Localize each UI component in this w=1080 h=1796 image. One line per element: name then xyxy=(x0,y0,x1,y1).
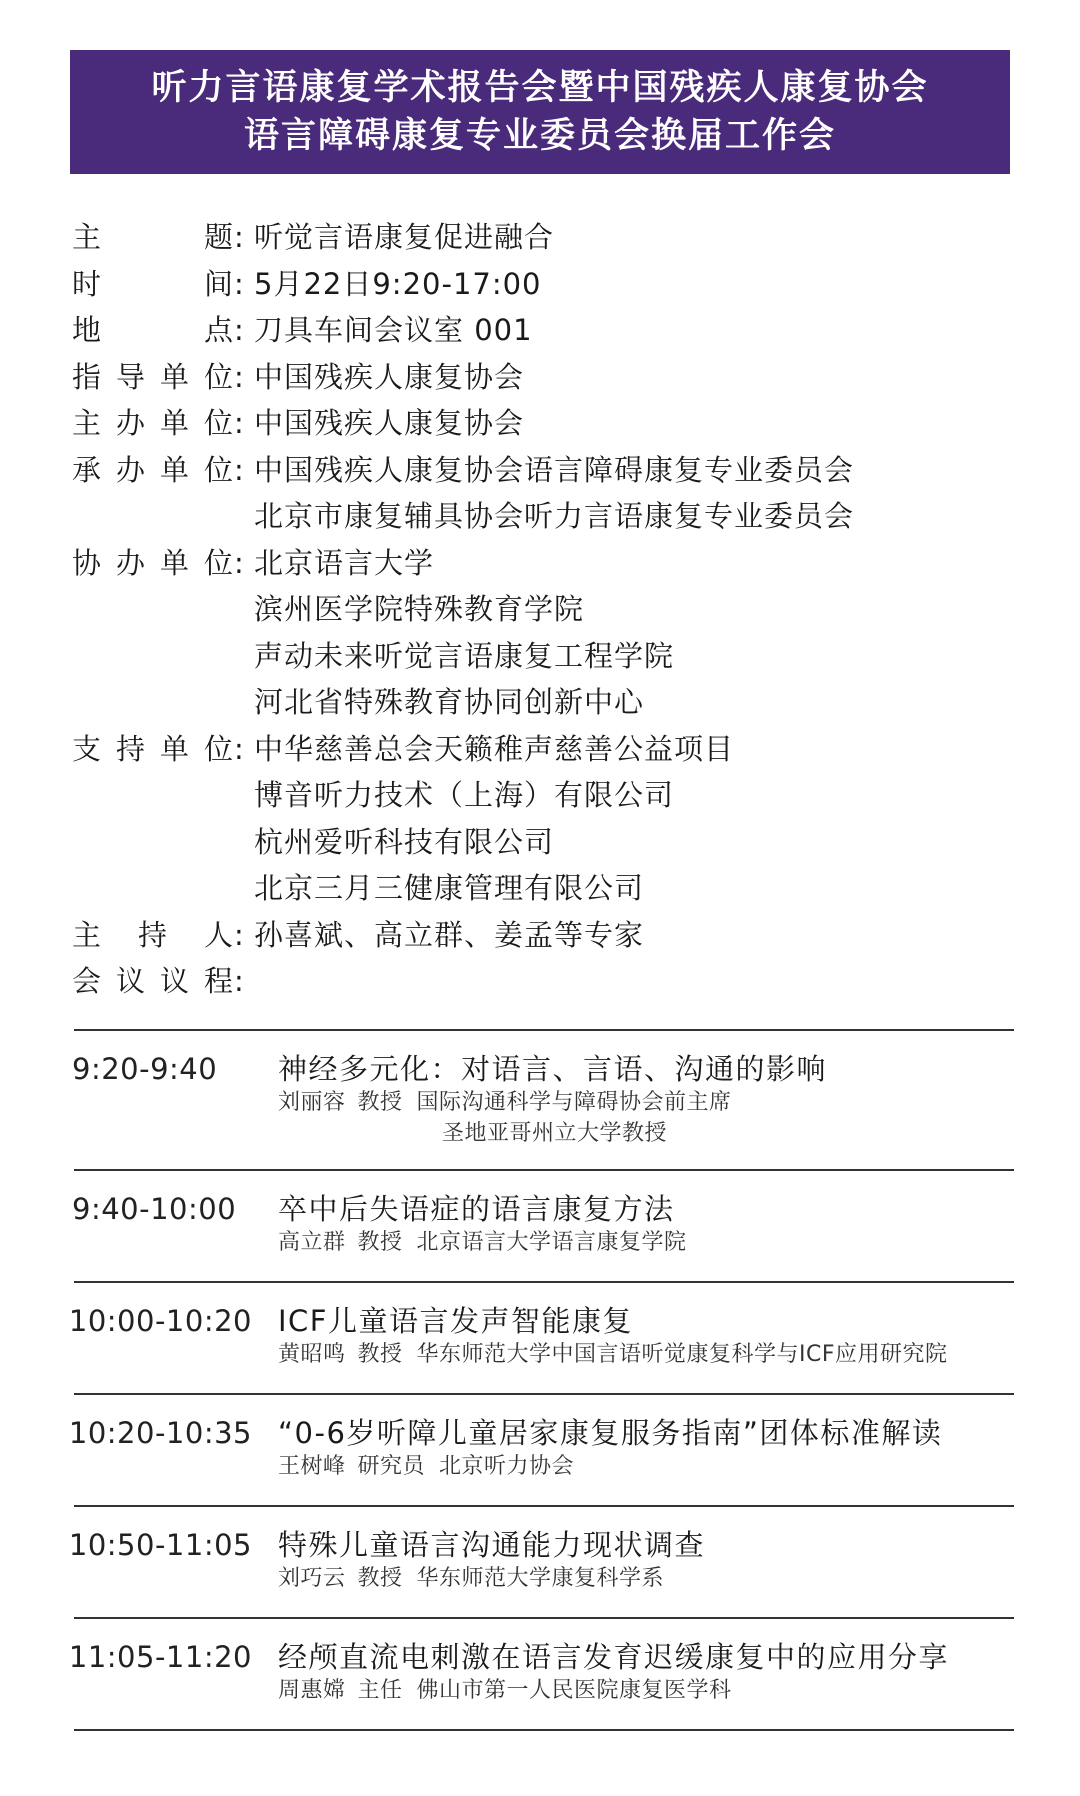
info-label: 主题 xyxy=(72,220,234,254)
agenda-item xyxy=(74,1171,1014,1283)
agenda-speaker-line xyxy=(278,1227,1014,1258)
agenda-time: 10:50-11:05 xyxy=(68,1528,252,1562)
info-value: 刀具车间会议室 001 xyxy=(254,313,533,347)
info-values xyxy=(254,447,1012,540)
info-label: 主持人 xyxy=(72,917,234,952)
speaker-role: 教授 xyxy=(357,1090,403,1115)
info-colon: : xyxy=(234,313,245,347)
info-value: 滨州医学院特殊教育学院 xyxy=(254,592,585,626)
speaker-name: 王树峰 xyxy=(278,1454,346,1479)
agenda-item xyxy=(68,1283,1014,1395)
info-label: 承办单位 xyxy=(72,452,234,487)
info-values xyxy=(254,261,1012,308)
info-values xyxy=(254,540,1012,726)
info-value: 中国残疾人康复协会 xyxy=(254,406,525,440)
speaker-role: 教授 xyxy=(357,1566,403,1591)
info-row xyxy=(72,726,1012,912)
speaker-name: 刘巧云 xyxy=(278,1566,346,1591)
info-row xyxy=(72,912,1012,959)
speaker-affiliation: 圣地亚哥州立大学教授 xyxy=(442,1121,668,1146)
info-value: 北京语言大学 xyxy=(254,545,435,580)
info-value: 中国残疾人康复协会语言障碍康复专业委员会 xyxy=(254,452,855,487)
agenda-body xyxy=(278,1303,1014,1370)
agenda-title: 特殊儿童语言沟通能力现状调查 xyxy=(278,1528,706,1562)
info-value: 中华慈善总会天籁稚声慈善公益项目 xyxy=(254,731,735,766)
title-banner xyxy=(70,50,1010,174)
info-value xyxy=(254,958,1012,1005)
agenda-title: ICF儿童语言发声智能康复 xyxy=(278,1304,633,1338)
info-value: 中国残疾人康复协会 xyxy=(254,359,525,394)
agenda-item xyxy=(74,1031,1014,1171)
info-colon: : xyxy=(234,220,245,254)
agenda-time: 9:20-9:40 xyxy=(72,1052,218,1086)
info-row xyxy=(72,307,1012,354)
info-value: 5月22日9:20-17:00 xyxy=(254,266,542,301)
info-label: 支持单位 xyxy=(72,731,234,766)
info-colon: : xyxy=(234,452,245,487)
info-colon: : xyxy=(234,731,245,766)
info-value: 北京三月三健康管理有限公司 xyxy=(254,871,645,905)
info-colon: : xyxy=(234,266,245,301)
info-colon: : xyxy=(234,406,245,440)
speaker-name: 高立群 xyxy=(278,1230,346,1255)
speaker-affiliation: 华东师范大学中国言语听觉康复科学与ICF应用研究院 xyxy=(416,1342,948,1367)
speaker-role: 教授 xyxy=(357,1230,403,1255)
info-values xyxy=(254,307,1012,354)
info-colon: : xyxy=(234,917,245,952)
agenda-title: 神经多元化：对语言、言语、沟通的影响 xyxy=(278,1052,828,1086)
info-value: 河北省特殊教育协同创新中心 xyxy=(254,685,645,719)
info-values xyxy=(254,912,1012,959)
info-values xyxy=(254,354,1012,401)
info-values xyxy=(254,726,1012,912)
info-label: 协办单位 xyxy=(72,545,234,580)
info-value: 杭州爱听科技有限公司 xyxy=(254,824,555,859)
info-row xyxy=(72,354,1012,401)
speaker-role: 主任 xyxy=(357,1678,403,1703)
agenda-body xyxy=(278,1639,1014,1706)
info-row xyxy=(72,400,1012,447)
info-row xyxy=(72,447,1012,540)
agenda-item xyxy=(68,1395,1014,1507)
info-value: 北京市康复辅具协会听力言语康复专业委员会 xyxy=(254,499,855,533)
agenda-body xyxy=(278,1415,1014,1482)
agenda xyxy=(68,1029,1014,1731)
info-value: 听觉言语康复促进融合 xyxy=(254,220,555,254)
info-values xyxy=(254,958,1012,1005)
speaker-name: 黄昭鸣 xyxy=(278,1342,346,1367)
agenda-item xyxy=(68,1619,1014,1731)
agenda-time: 9:40-10:00 xyxy=(72,1192,237,1226)
info-label: 时间 xyxy=(72,266,234,301)
speaker-name: 周惠嫦 xyxy=(278,1678,346,1703)
speaker-affiliation: 佛山市第一人民医院康复医学科 xyxy=(416,1678,732,1703)
speaker-name: 刘丽容 xyxy=(278,1090,346,1115)
info-label: 指导单位 xyxy=(72,359,234,394)
speaker-role: 研究员 xyxy=(357,1454,426,1479)
speaker-affiliation: 国际沟通科学与障碍协会前主席 xyxy=(416,1090,732,1115)
agenda-speaker-line xyxy=(278,1563,1014,1594)
banner-title-line-2: 语言障碍康复专业委员会换届工作会 xyxy=(243,116,836,156)
info-label: 地点 xyxy=(72,313,234,347)
info-value: 博音听力技术（上海）有限公司 xyxy=(254,778,675,812)
info-row xyxy=(72,540,1012,726)
info-label: 主办单位 xyxy=(72,406,234,440)
speaker-affiliation: 北京语言大学语言康复学院 xyxy=(416,1230,687,1255)
agenda-speaker-line xyxy=(278,1087,1014,1118)
agenda-time: 11:05-11:20 xyxy=(68,1640,252,1674)
agenda-speaker-line xyxy=(278,1451,1014,1482)
speaker-affiliation: 北京听力协会 xyxy=(439,1454,575,1479)
agenda-title: 经颅直流电刺激在语言发育迟缓康复中的应用分享 xyxy=(278,1640,950,1674)
agenda-item xyxy=(68,1507,1014,1619)
info-colon: : xyxy=(234,359,245,394)
info-label: 会议议程 xyxy=(72,964,234,998)
info-colon: : xyxy=(234,545,245,580)
speaker-role: 教授 xyxy=(357,1342,403,1367)
event-info xyxy=(72,214,1012,1005)
banner-title-line-1: 听力言语康复学术报告会暨中国残疾人康复协会 xyxy=(151,68,929,108)
info-row xyxy=(72,261,1012,308)
agenda-body xyxy=(278,1527,1014,1594)
info-row xyxy=(72,958,1012,1005)
speaker-affiliation: 华东师范大学康复科学系 xyxy=(416,1566,665,1591)
info-value: 孙喜斌、高立群、姜孟等专家 xyxy=(254,917,645,952)
info-values xyxy=(254,214,1012,261)
agenda-body xyxy=(278,1191,1014,1258)
info-row xyxy=(72,214,1012,261)
agenda-speaker-line xyxy=(278,1675,1014,1706)
info-colon: : xyxy=(234,964,245,998)
agenda-title: “0-6岁听障儿童居家康复服务指南”团体标准解读 xyxy=(278,1416,943,1450)
agenda-time: 10:20-10:35 xyxy=(68,1416,252,1450)
info-value: 声动未来听觉言语康复工程学院 xyxy=(254,638,675,673)
agenda-speaker-line xyxy=(278,1339,1014,1370)
agenda-title: 卒中后失语症的语言康复方法 xyxy=(278,1192,675,1226)
agenda-time: 10:00-10:20 xyxy=(68,1304,252,1338)
info-values xyxy=(254,400,1012,447)
agenda-body xyxy=(278,1051,1014,1149)
